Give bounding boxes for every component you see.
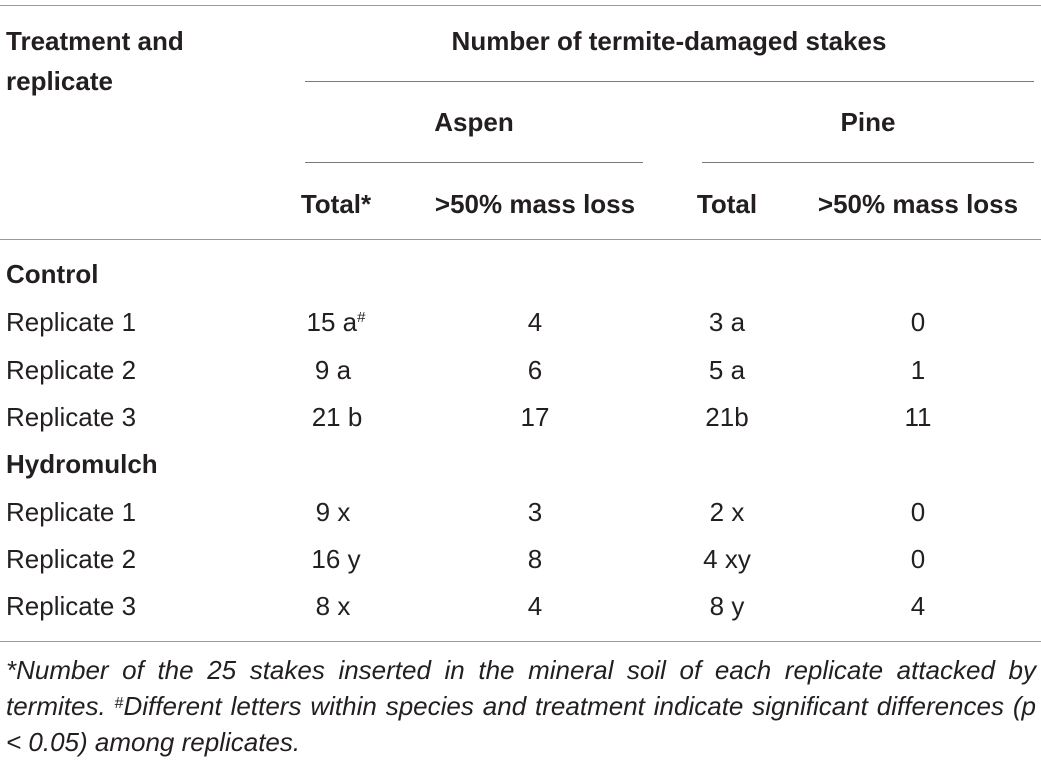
cell-aspen-total: 9 x [315,497,351,527]
cell-aspen-loss: 6 [527,355,543,385]
col-header-pine-total: Total [696,189,758,219]
row-label: Replicate 3 [6,591,137,621]
cell-aspen-total: 21 b [311,402,363,432]
aspen-rule [305,162,643,163]
spanner-header: Number of termite-damaged stakes [451,26,887,56]
stub-header-line1: Treatment and [6,26,184,56]
group-heading-control: Control [6,259,99,289]
cell-pine-total: 2 x [709,497,745,527]
header-bottom-rule [0,239,1041,240]
cell-pine-total: 3 a [708,307,746,337]
footnote-asterisk-text: *Number of the 25 stakes inserted in the mineral soil of each replicate attacked by termites. [6,655,1036,721]
cell-pine-loss: 0 [910,307,926,337]
row-label: Replicate 2 [6,355,137,385]
row-label: Replicate 2 [6,544,137,574]
cell-pine-total: 5 a [708,355,746,385]
cell-pine-total: 21b [705,402,749,432]
cell-aspen-total: 15 a# [306,307,366,337]
col-header-pine-loss: >50% mass loss [817,189,1019,219]
cell-pine-loss: 0 [910,497,926,527]
table-top-rule [0,5,1041,6]
table-bottom-rule [0,641,1041,642]
cell-pine-loss: 0 [910,544,926,574]
col-header-aspen-total: Total* [300,189,372,219]
row-label: Replicate 1 [6,307,137,337]
cell-aspen-total: 8 x [315,591,351,621]
cell-pine-loss: 1 [910,355,926,385]
footnote-hash-text: Different letters within species and treatment indicate significant differences (p < 0.05) among replicates. [6,691,1036,757]
group-heading-hydromulch: Hydromulch [6,449,158,479]
table-footnote [6,652,1036,760]
cell-pine-total: 8 y [709,591,745,621]
species-header-pine: Pine [840,107,896,137]
cell-aspen-loss: 4 [527,307,543,337]
col-header-aspen-loss: >50% mass loss [434,189,636,219]
cell-pine-loss: 11 [904,402,932,432]
row-label: Replicate 1 [6,497,137,527]
cell-pine-total: 4 xy [703,544,751,574]
spanner-rule [305,81,1034,82]
species-header-aspen: Aspen [434,107,514,137]
cell-aspen-total: 16 y [311,544,361,574]
cell-aspen-total: 9 a [314,355,352,385]
cell-aspen-loss: 3 [527,497,543,527]
row-label: Replicate 3 [6,402,137,432]
cell-pine-loss: 4 [910,591,926,621]
pine-rule [702,162,1034,163]
footnote-marker: # [357,309,366,326]
stub-header-line2: replicate [6,66,113,96]
cell-aspen-loss: 4 [527,591,543,621]
footnote-hash-marker: # [114,695,124,712]
cell-aspen-loss: 17 [520,402,550,432]
cell-aspen-loss: 8 [527,544,543,574]
